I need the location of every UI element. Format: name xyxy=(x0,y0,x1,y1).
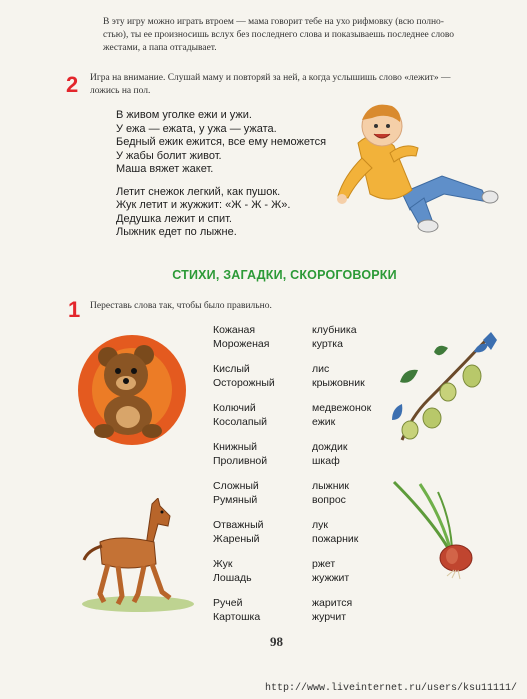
noun: вопрос xyxy=(312,494,346,506)
adjective: Румяный xyxy=(213,494,258,506)
watermark-url: http://www.liveinternet.ru/users/ksu11111/ xyxy=(265,683,518,694)
adjective: Сложный xyxy=(213,480,259,492)
noun: жарится xyxy=(312,597,353,609)
adjective: Книжный xyxy=(213,441,258,453)
adjective: Отважный xyxy=(213,519,264,531)
task-number-2: 2 xyxy=(66,72,79,97)
boy-lying-illustration xyxy=(332,98,500,238)
task1-instruction: Переставь слова так, чтобы было правильно. xyxy=(90,301,272,311)
adjective: Мороженая xyxy=(213,338,270,350)
noun: шкаф xyxy=(312,455,340,467)
adjective: Ручей xyxy=(213,597,243,609)
gooseberry-branch-illustration xyxy=(388,330,498,445)
adjective: Жук xyxy=(213,558,233,570)
poem-line: Лыжник едет по лыжне. xyxy=(116,226,237,238)
poem xyxy=(116,109,326,240)
adjective: Кожаная xyxy=(213,324,256,336)
task2-line: Игра на внимание. Слушай маму и повторяй за ней, а когда услышишь слово «лежит» — xyxy=(90,73,451,83)
adjective: Колючий xyxy=(213,402,256,414)
noun: лис xyxy=(312,363,330,375)
noun: лыжник xyxy=(312,480,349,492)
adjective: Проливной xyxy=(213,455,268,467)
noun: клубника xyxy=(312,324,357,336)
noun: дождик xyxy=(312,441,348,453)
page-number: 98 xyxy=(270,634,283,649)
foal-illustration xyxy=(78,498,196,614)
poem-line: В живом уголке ежи и ужи. xyxy=(116,109,252,121)
adjective: Косолапый xyxy=(213,416,267,428)
noun: жужжит xyxy=(312,572,350,584)
poem-line: Дедушка лежит и спит. xyxy=(116,212,232,225)
noun: ежик xyxy=(312,416,336,428)
noun: куртка xyxy=(312,338,343,350)
noun: медвежонок xyxy=(312,402,372,414)
noun: лук xyxy=(312,519,328,531)
noun: журчит xyxy=(312,611,347,623)
poem-line: Маша вяжет жакет. xyxy=(116,163,214,175)
poem-line: У ежа — ежата, у ужа — ужата. xyxy=(116,122,277,135)
word-pairs-left-column xyxy=(213,323,275,624)
poem-line: У жабы болит живот. xyxy=(116,149,222,162)
onion-illustration xyxy=(390,478,490,583)
poem-line: Бедный ежик ежится, все ему неможется xyxy=(116,136,327,148)
intro-paragraph xyxy=(103,16,498,55)
task2-instruction xyxy=(90,72,500,98)
intro-line: стью), ты ее произносишь вслух без последнего слова и показываешь последнее слово xyxy=(103,30,455,40)
adjective: Лошадь xyxy=(213,572,252,584)
word-pairs-right-column xyxy=(312,323,371,624)
intro-line: В эту игру можно играть втроем — мама говорит тебе на ухо рифмовку (всю полно- xyxy=(103,17,444,27)
noun: ржет xyxy=(312,558,336,570)
section-heading: СТИХИ, ЗАГАДКИ, СКОРОГОВОРКИ xyxy=(172,268,397,282)
adjective: Жареный xyxy=(213,533,260,545)
task-number-1: 1 xyxy=(68,297,81,322)
noun: пожарник xyxy=(312,533,359,545)
poem-line: Жук летит и жужжит: «Ж - Ж - Ж». xyxy=(116,199,291,211)
poem-line: Летит снежок легкий, как пушок. xyxy=(116,185,281,198)
adjective: Осторожный xyxy=(213,377,275,389)
noun: крыжовник xyxy=(312,377,365,389)
task2-line: ложись на пол. xyxy=(90,86,151,96)
intro-line: жестами, а папа отгадывает. xyxy=(103,43,217,53)
adjective: Картошка xyxy=(213,611,261,623)
adjective: Кислый xyxy=(213,363,250,375)
teddy-bear-illustration xyxy=(78,335,186,445)
